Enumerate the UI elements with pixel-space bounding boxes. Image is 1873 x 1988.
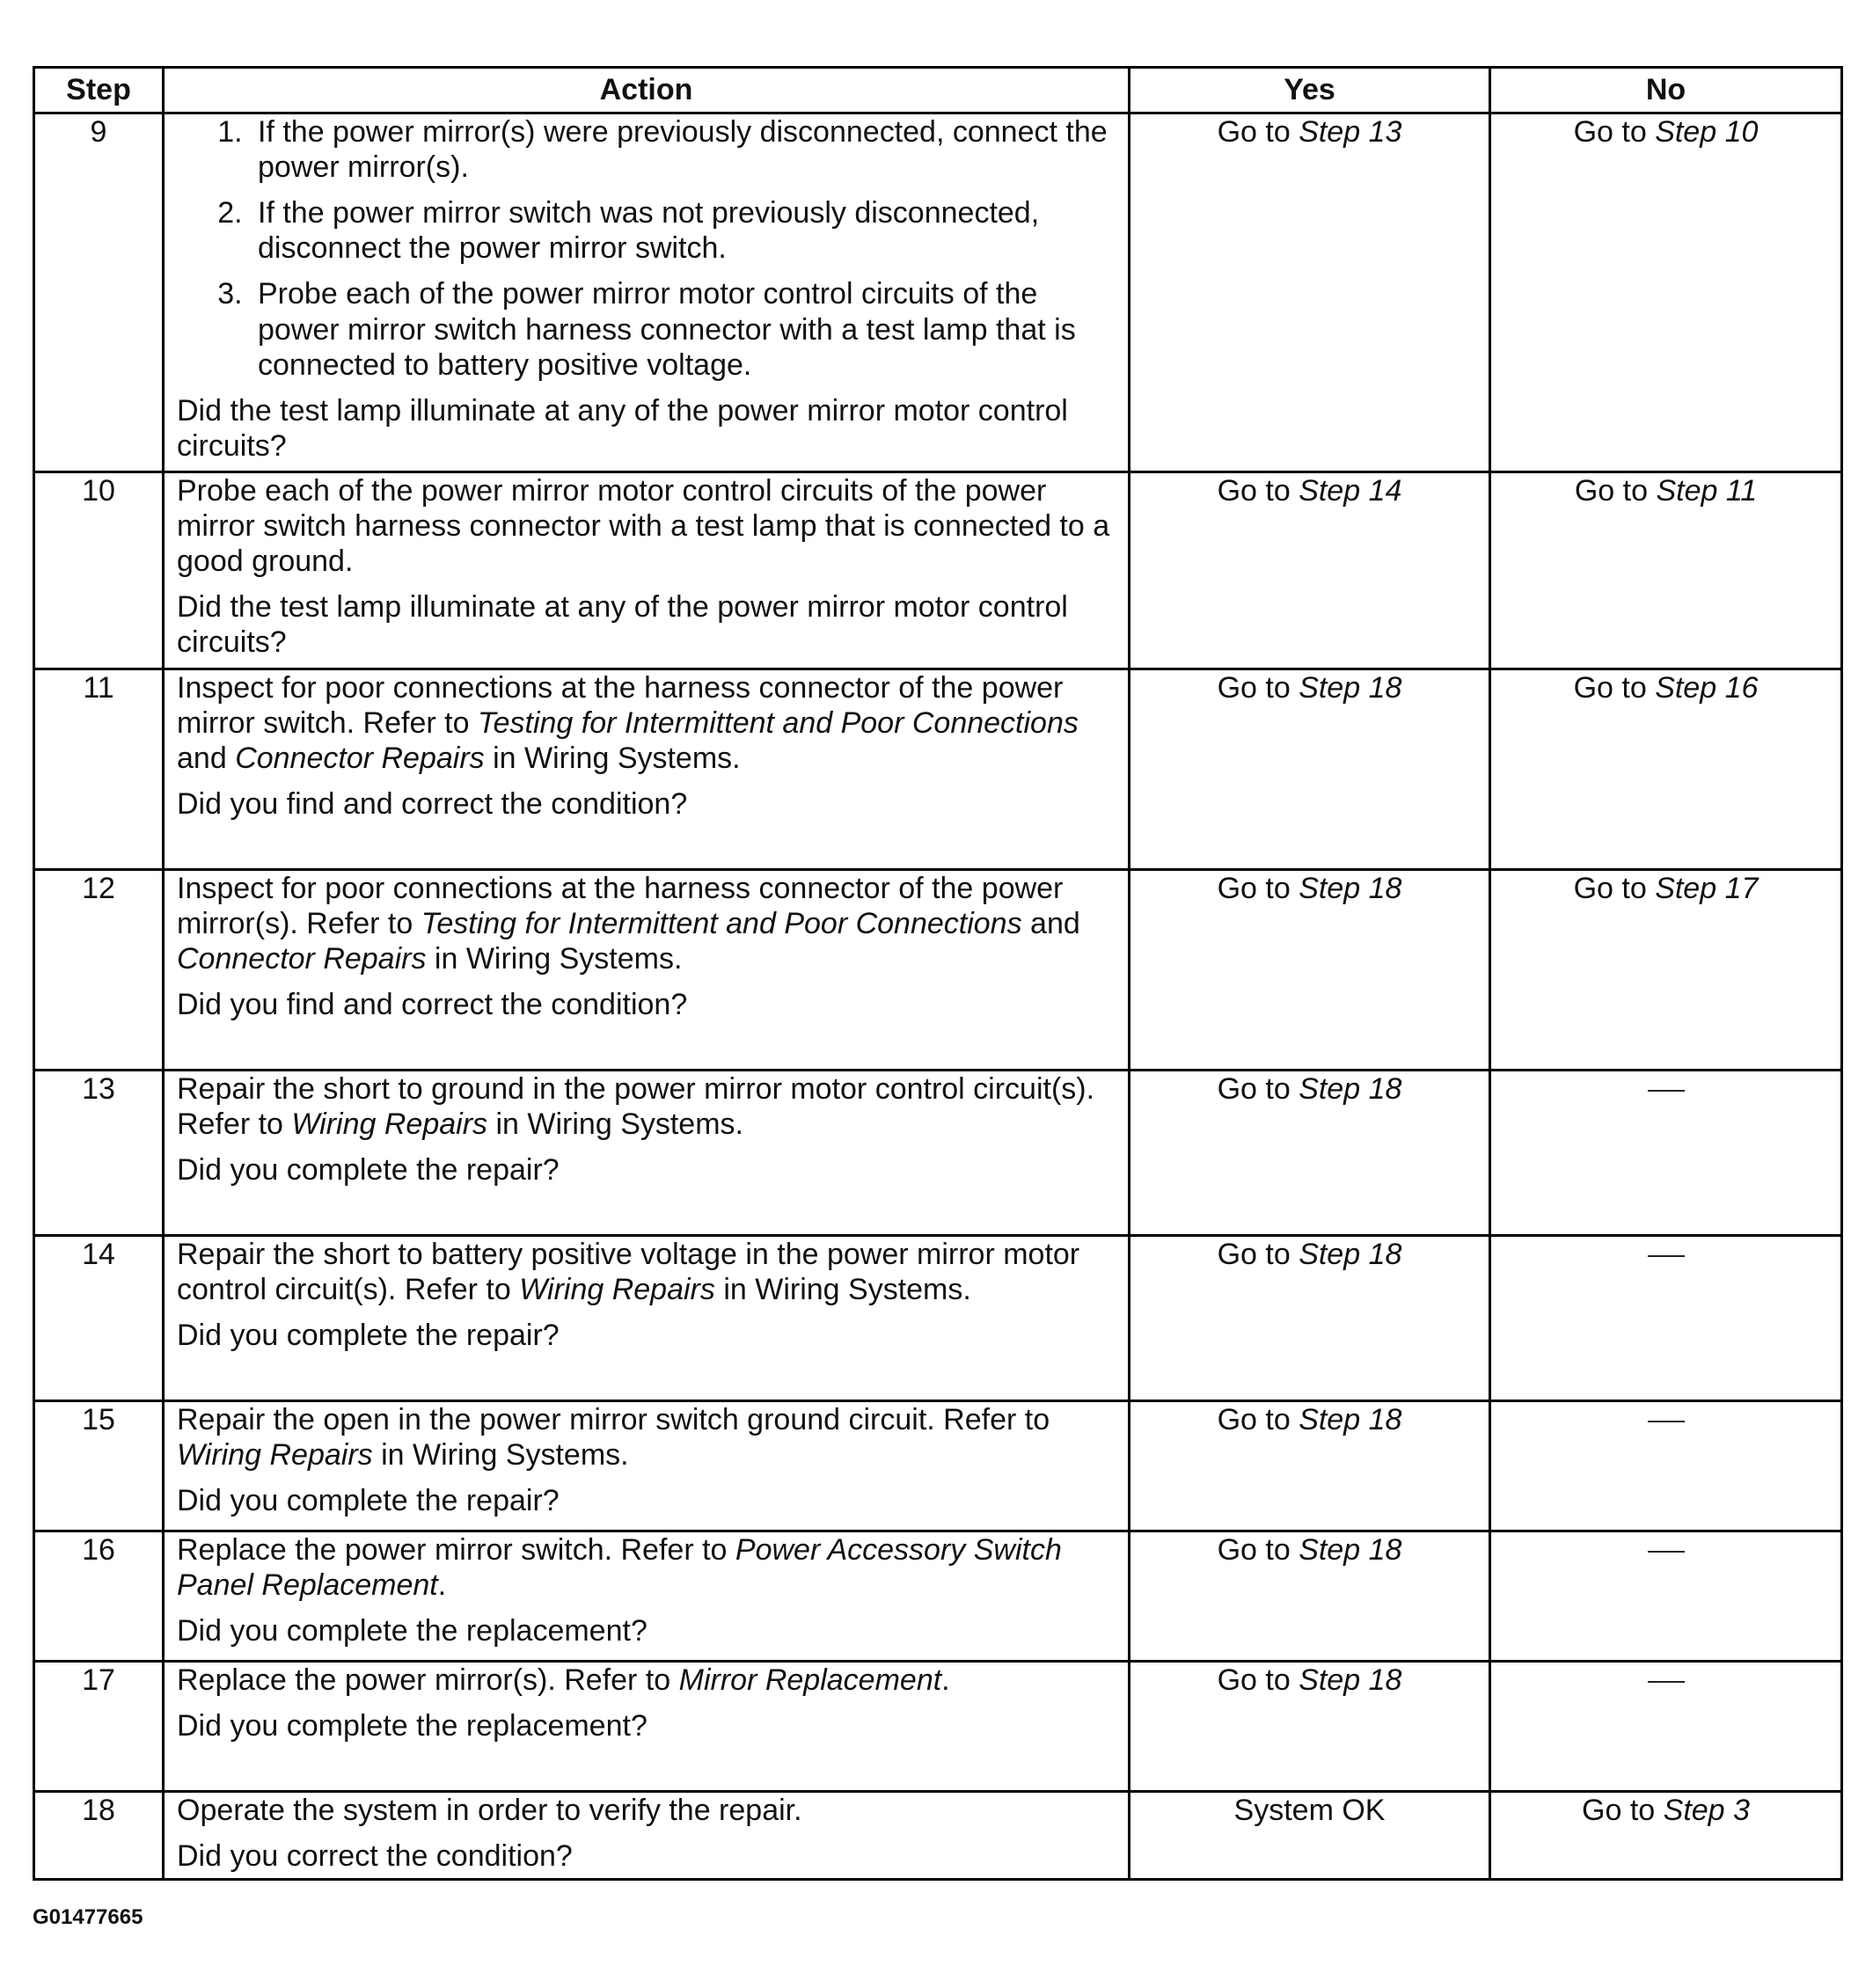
action-text [177, 1237, 1116, 1307]
action-text [177, 670, 1116, 776]
goto-step: Step 18 [1299, 1533, 1402, 1567]
action-cell [164, 1071, 1130, 1236]
action-fragment: Probe each of the power mirror motor control circuits of the power mirror switch harness connector with a test lamp that is connected to a good ground. [177, 474, 1110, 579]
header-step: Step [34, 68, 164, 113]
step-number: 13 [34, 1071, 164, 1236]
goto-step: Step 3 [1663, 1794, 1750, 1827]
yes-cell [1130, 1236, 1490, 1401]
action-list-item: 1. If the power mirror(s) were previously disconnected, connect the power mirror(s). [251, 114, 1116, 185]
goto-prefix: Go to [1217, 1238, 1299, 1271]
no-cell [1490, 1792, 1842, 1880]
action-question: Did you complete the replacement? [177, 1614, 648, 1648]
no-dash [1648, 1681, 1685, 1683]
action-fragment: Inspect for poor connections at the harness connector of the power mirror switch. Refer to [177, 671, 1064, 741]
action-text [177, 1663, 1116, 1698]
action-list-item: 2. If the power mirror switch was not previously disconnected, disconnect the power mirror switch. [251, 195, 1116, 266]
yes-cell [1130, 1792, 1490, 1880]
no-cell [1490, 669, 1842, 870]
table-row [34, 870, 1842, 1071]
action-fragment: . [437, 1568, 447, 1603]
action-question: Did you find and correct the condition? [177, 988, 688, 1022]
action-fragment: . [941, 1663, 950, 1697]
reference-title: Wiring Repairs [177, 1438, 373, 1473]
action-text [177, 1532, 1116, 1603]
action-cell [164, 1662, 1130, 1792]
reference-title: Testing for Intermittent and Poor Connections [477, 706, 1079, 741]
yes-cell [1130, 1531, 1490, 1662]
action-fragment: Repair the short to ground in the power mirror motor control circuit(s). Refer to [177, 1072, 1095, 1142]
yes-cell [1130, 1401, 1490, 1531]
table-row [34, 1662, 1842, 1792]
yes-cell [1130, 1071, 1490, 1236]
goto-prefix: Go to [1217, 1403, 1299, 1436]
no-dash [1648, 1255, 1685, 1257]
goto-step: Step 18 [1299, 1403, 1402, 1436]
action-question: Did the test lamp illuminate at any of the power mirror motor control circuits? [177, 590, 1068, 660]
step-number: 9 [34, 113, 164, 472]
goto-prefix: Go to [1217, 1533, 1299, 1567]
action-question: Did you complete the repair? [177, 1153, 560, 1188]
header-yes: Yes [1130, 68, 1490, 113]
no-cell [1490, 870, 1842, 1071]
action-list [177, 114, 1116, 383]
yes-cell [1130, 1662, 1490, 1792]
goto-step: Step 18 [1299, 872, 1402, 905]
action-question: Did you complete the replacement? [177, 1709, 648, 1743]
goto-prefix: Go to [1217, 474, 1299, 508]
no-dash [1648, 1421, 1685, 1422]
no-cell [1490, 1071, 1842, 1236]
action-fragment: in Wiring Systems. [426, 942, 683, 976]
action-cell [164, 1531, 1130, 1662]
reference-title: Testing for Intermittent and Poor Connections [421, 907, 1022, 941]
action-fragment: Repair the short to battery positive voltage in the power mirror motor control circuit(s). Refer to [177, 1238, 1080, 1307]
action-text [177, 473, 1116, 579]
yes-cell [1130, 669, 1490, 870]
no-dash [1648, 1090, 1685, 1092]
goto-step: Step 14 [1299, 474, 1402, 508]
action-question: Did the test lamp illuminate at any of the power mirror motor control circuits? [177, 393, 1068, 463]
no-dash [1648, 1551, 1685, 1553]
reference-title: Connector Repairs [235, 742, 485, 776]
no-cell [1490, 113, 1842, 472]
action-text [177, 1793, 1116, 1828]
reference-title: Wiring Repairs [291, 1107, 488, 1142]
action-fragment: Replace the power mirror switch. Refer to [177, 1533, 735, 1567]
step-number: 12 [34, 870, 164, 1071]
figure-id: G01477665 [33, 1905, 143, 1929]
table-row [34, 472, 1842, 669]
action-fragment: Replace the power mirror(s). Refer to [177, 1663, 679, 1697]
goto-step: Step 16 [1655, 671, 1759, 705]
action-fragment: in Wiring Systems. [487, 1107, 743, 1142]
table-row [34, 1236, 1842, 1401]
no-cell [1490, 1401, 1842, 1531]
action-cell [164, 113, 1130, 472]
table-body [34, 113, 1842, 1880]
goto-step: Step 10 [1655, 115, 1759, 149]
header-action: Action [164, 68, 1130, 113]
yes-result: System OK [1233, 1794, 1386, 1827]
goto-step: Step 17 [1655, 872, 1759, 905]
action-text [177, 871, 1116, 976]
diagnostic-table [33, 66, 1843, 1881]
reference-title: Wiring Repairs [519, 1273, 715, 1307]
goto-prefix: Go to [1573, 872, 1656, 905]
step-number: 17 [34, 1662, 164, 1792]
table-row [34, 1071, 1842, 1236]
goto-prefix: Go to [1217, 1663, 1299, 1697]
table-row [34, 1401, 1842, 1531]
table-row [34, 669, 1842, 870]
goto-prefix: Go to [1582, 1794, 1664, 1827]
goto-step: Step 18 [1299, 1072, 1402, 1106]
reference-title: Connector Repairs [177, 942, 427, 976]
header-row [34, 68, 1842, 113]
goto-step: Step 18 [1299, 1663, 1402, 1697]
goto-step: Step 18 [1299, 1238, 1402, 1271]
table-row [34, 1531, 1842, 1662]
action-fragment: in Wiring Systems. [372, 1438, 629, 1473]
action-fragment: in Wiring Systems. [714, 1273, 971, 1307]
action-cell [164, 669, 1130, 870]
goto-step: Step 13 [1299, 115, 1402, 149]
action-fragment: Operate the system in order to verify the repair. [177, 1794, 802, 1827]
goto-step: Step 11 [1656, 474, 1758, 508]
action-question: Did you find and correct the condition? [177, 787, 688, 822]
table-row [34, 113, 1842, 472]
action-cell [164, 472, 1130, 669]
reference-title: Power Accessory Switch Panel Replacement [177, 1533, 1062, 1603]
action-cell [164, 1236, 1130, 1401]
step-number: 15 [34, 1401, 164, 1531]
step-number: 16 [34, 1531, 164, 1662]
step-number: 10 [34, 472, 164, 669]
goto-prefix: Go to [1574, 474, 1657, 508]
no-cell [1490, 472, 1842, 669]
yes-cell [1130, 472, 1490, 669]
yes-cell [1130, 113, 1490, 472]
action-list-item: 3. Probe each of the power mirror motor control circuits of the power mirror switch harness connector with a test lamp that is connected to battery positive voltage. [251, 276, 1116, 382]
header-no: No [1490, 68, 1842, 113]
no-cell [1490, 1236, 1842, 1401]
step-number: 11 [34, 669, 164, 870]
yes-cell [1130, 870, 1490, 1071]
reference-title: Mirror Replacement [678, 1663, 942, 1697]
table-row [34, 1792, 1842, 1880]
action-question: Did you complete the repair? [177, 1319, 560, 1353]
action-fragment: in Wiring Systems. [484, 742, 741, 776]
action-cell [164, 1792, 1130, 1880]
goto-prefix: Go to [1217, 1072, 1299, 1106]
action-fragment: and [177, 742, 236, 776]
action-cell [164, 1401, 1130, 1531]
action-question: Did you correct the condition? [177, 1839, 573, 1874]
goto-step: Step 18 [1299, 671, 1402, 705]
step-number: 14 [34, 1236, 164, 1401]
action-text [177, 1402, 1116, 1473]
goto-prefix: Go to [1217, 115, 1299, 149]
action-text [177, 1071, 1116, 1142]
action-fragment: and [1021, 907, 1080, 941]
no-cell [1490, 1662, 1842, 1792]
goto-prefix: Go to [1217, 872, 1299, 905]
action-question: Did you complete the repair? [177, 1484, 560, 1518]
action-fragment: Inspect for poor connections at the harness connector of the power mirror(s). Refer to [177, 872, 1064, 941]
goto-prefix: Go to [1573, 671, 1656, 705]
action-fragment: Repair the open in the power mirror switch ground circuit. Refer to [177, 1403, 1050, 1436]
action-cell [164, 870, 1130, 1071]
no-cell [1490, 1531, 1842, 1662]
goto-prefix: Go to [1217, 671, 1299, 705]
goto-prefix: Go to [1573, 115, 1656, 149]
step-number: 18 [34, 1792, 164, 1880]
